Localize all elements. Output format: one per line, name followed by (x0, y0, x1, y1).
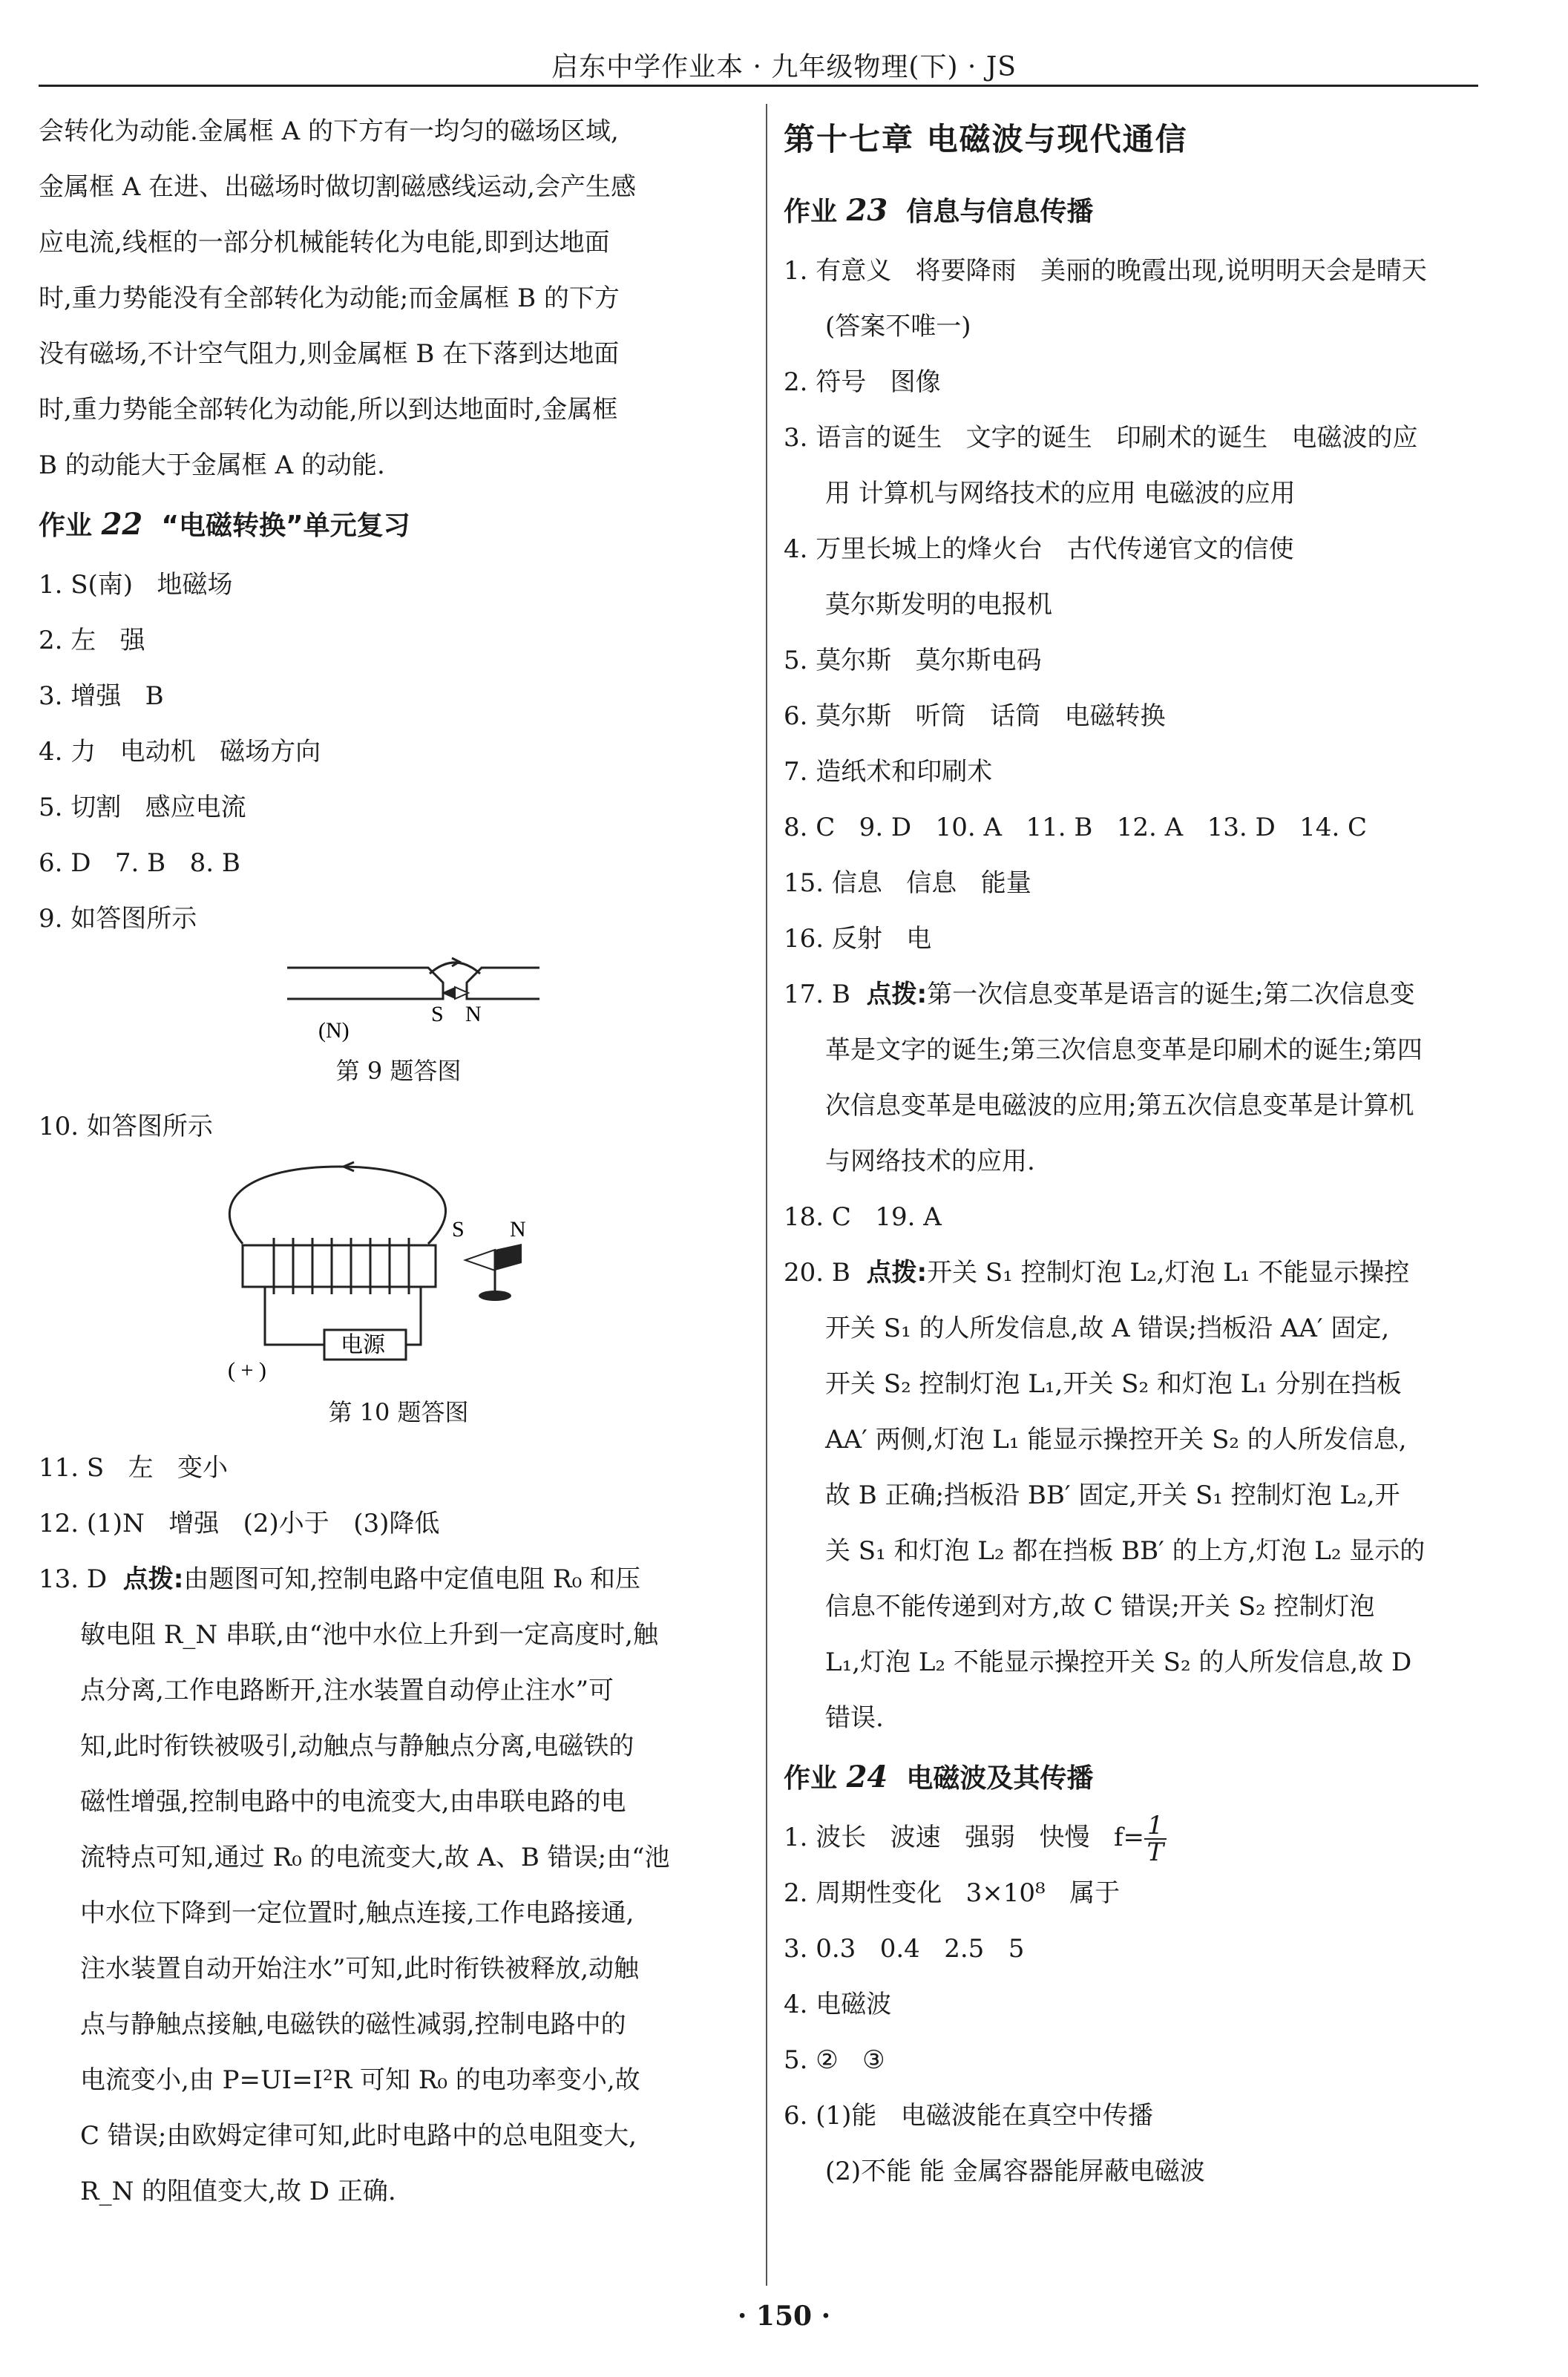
answer-20-line: 开关 S₂ 控制灯泡 L₁,开关 S₂ 和灯泡 L₁ 分别在挡板 (825, 1369, 1402, 1399)
right-column (784, 104, 1526, 2200)
answer-line: (答案不唯一) (825, 312, 971, 341)
page-number: · 150 · (737, 2301, 831, 2332)
answer-line: 4. 力 电动机 磁场方向 (39, 737, 321, 767)
answer-line: 4. 电磁波 (784, 1990, 892, 2019)
fig10-plus-label: ( + ) (228, 1358, 266, 1383)
fraction-denominator: T (1147, 1837, 1164, 1867)
answer-13-line: 知,此时衔铁被吸引,动触点与静触点分离,电磁铁的 (80, 1731, 634, 1761)
chapter-title: 第十七章 电磁波与现代通信 (784, 121, 1188, 157)
answer-20-line: 关 S₁ 和灯泡 L₂ 都在挡板 BB′ 的上方,灯泡 L₂ 显示的 (825, 1536, 1426, 1566)
intro-line: 金属框 A 在进、出磁场时做切割磁感线运动,会产生感 (39, 172, 636, 202)
section-title: 电磁波及其传播 (906, 1763, 1094, 1794)
fig9-s-label: S (431, 1002, 444, 1026)
header-title: 启东中学作业本 · 九年级物理(下) · JS (551, 52, 1017, 82)
answer-line: 用 计算机与网络技术的应用 电磁波的应用 (825, 479, 1296, 508)
answer-17-line: 次信息变革是电磁波的应用;第五次信息变革是计算机 (825, 1091, 1414, 1121)
answer-13-line: C 错误;由欧姆定律可知,此时电路中的总电阻变大, (80, 2121, 637, 2151)
answer-13-line: 电流变小,由 P=UI=I²R 可知 R₀ 的电功率变小,故 (80, 2065, 640, 2095)
answer-13-line: 中水位下降到一定位置时,触点连接,工作电路接通, (80, 1898, 634, 1928)
figure-10-caption: 第 10 题答图 (328, 1398, 469, 1426)
answer-line: 1. 有意义 将要降雨 美丽的晚霞出现,说明明天会是晴天 (784, 256, 1427, 286)
answer-20-line: 开关 S₁ 的人所发信息,故 A 错误;挡板沿 AA′ 固定, (825, 1314, 1390, 1343)
fraction-numerator: 1 (1144, 1813, 1167, 1840)
field-loop (229, 1167, 445, 1244)
frequency-fraction (1144, 1813, 1167, 1865)
answer-line: 4. 万里长城上的烽火台 古代传递官文的信使 (784, 534, 1294, 564)
fig9-n-label: N (465, 1002, 482, 1026)
answer-line: 18. C 19. A (784, 1202, 942, 1232)
answer-13-line: 敏电阻 R_N 串联,由“池中水位上升到一定高度时,触 (80, 1620, 658, 1650)
section-number: 23 (846, 193, 888, 228)
left-magnet-outline (287, 968, 443, 999)
answer-line: 15. 信息 信息 能量 (784, 868, 1031, 898)
section-heading-23 (784, 180, 1526, 243)
intro-line: 会转化为动能.金属框 A 的下方有一均匀的磁场区域, (39, 117, 619, 146)
answer-20-line: 故 B 正确;挡板沿 BB′ 固定,开关 S₁ 控制灯泡 L₂,开 (825, 1481, 1400, 1510)
answer-line: 10. 如答图所示 (39, 1112, 213, 1141)
answer-13-line: 注水装置自动开始注水”可知,此时衔铁被释放,动触 (80, 1954, 639, 1984)
flag-compass-icon (465, 1244, 522, 1301)
answer-17 (784, 967, 1526, 1023)
page-header (0, 0, 1568, 89)
intro-line: 时,重力势能没有全部转化为动能;而金属框 B 的下方 (39, 283, 620, 313)
intro-line: B 的动能大于金属框 A 的动能. (39, 450, 385, 480)
answer-20-num: 20. B (784, 1258, 850, 1288)
figure-9-caption: 第 9 题答图 (335, 1057, 462, 1085)
answer-line: 3. 增强 B (39, 681, 164, 711)
intro-line: 时,重力势能全部转化为动能,所以到达地面时,金属框 (39, 395, 618, 424)
answer-line: 6. D 7. B 8. B (39, 848, 240, 878)
answer-20 (784, 1245, 1526, 1301)
compass-needle-icon (442, 987, 468, 999)
tip-label: 点拨: (866, 1258, 928, 1288)
section-heading-22 (39, 494, 758, 557)
answer-17-num: 17. B (784, 980, 850, 1009)
answer-24-1 (784, 1810, 1526, 1866)
section-label: 作业 (39, 511, 93, 541)
answer-line: 5. 莫尔斯 莫尔斯电码 (784, 646, 1042, 675)
answer-line: 3. 语言的诞生 文字的诞生 印刷术的诞生 电磁波的应 (784, 423, 1418, 453)
answer-line: 2. 左 强 (39, 626, 145, 655)
left-column (39, 104, 758, 2220)
answer-13 (39, 1552, 758, 1607)
fig10-power-label: 电源 (341, 1332, 385, 1358)
answer-13-line: 点与静触点接触,电磁铁的磁性减弱,控制电路中的 (80, 2010, 626, 2039)
answer-line: 7. 造纸术和印刷术 (784, 757, 993, 787)
answer-17-line: 与网络技术的应用. (825, 1147, 1035, 1176)
intro-line: 没有磁场,不计空气阻力,则金属框 B 在下落到达地面 (39, 339, 620, 369)
answer-line: 2. 周期性变化 3×10⁸ 属于 (784, 1878, 1121, 1908)
section-number: 24 (846, 1760, 888, 1794)
answer-17-first: 第一次信息变革是语言的诞生;第二次信息变 (927, 980, 1415, 1009)
answer-20-line: L₁,灯泡 L₂ 不能显示操控开关 S₂ 的人所发信息,故 D (825, 1647, 1412, 1677)
answer-line: 6. 莫尔斯 听筒 话筒 电磁转换 (784, 701, 1166, 731)
section-number: 22 (101, 507, 143, 542)
answer-20-line: AA′ 两侧,灯泡 L₁ 能显示操控开关 S₂ 的人所发信息, (825, 1425, 1407, 1455)
intro-line: 应电流,线框的一部分机械能转化为电能,即到达地面 (39, 228, 610, 258)
answer-20-line: 信息不能传递到对方,故 C 错误;开关 S₂ 控制灯泡 (825, 1592, 1375, 1622)
answer-17-line: 革是文字的诞生;第三次信息变革是印刷术的诞生;第四 (825, 1035, 1423, 1065)
section-label: 作业 (784, 1763, 838, 1794)
section-title: “电磁转换”单元复习 (161, 511, 410, 541)
answer-line: 12. (1)N 增强 (2)小于 (3)降低 (39, 1509, 440, 1538)
answer-13-line: R_N 的阻值变大,故 D 正确. (80, 2177, 396, 2206)
answer-13-first: 由题图可知,控制电路中定值电阻 R₀ 和压 (183, 1564, 641, 1594)
answer-line: 11. S 左 变小 (39, 1453, 229, 1483)
answer-line: 莫尔斯发明的电报机 (825, 590, 1052, 620)
answer-line: 3. 0.3 0.4 2.5 5 (784, 1934, 1025, 1964)
answer-line: 2. 符号 图像 (784, 367, 941, 397)
figure-9 (243, 947, 554, 1043)
answer-20-first: 开关 S₁ 控制灯泡 L₂,灯泡 L₁ 不能显示操控 (927, 1258, 1410, 1288)
answer-13-line: 磁性增强,控制电路中的电流变大,由串联电路的电 (80, 1787, 626, 1817)
tip-label: 点拨: (122, 1564, 184, 1594)
section-label: 作业 (784, 197, 838, 227)
answer-line: 6. (1)能 电磁波能在真空中传播 (784, 2101, 1153, 2131)
header-rule (39, 85, 1478, 87)
solenoid-core (243, 1245, 436, 1287)
figure-10 (191, 1155, 606, 1385)
fig9-left-pole: (N) (318, 1018, 350, 1043)
answer-13-line: 点分离,工作电路断开,注水装置自动停止注水”可 (80, 1676, 614, 1705)
answer-line: 5. 切割 感应电流 (39, 793, 246, 822)
fig10-s-label: S (452, 1217, 465, 1242)
answer-13-num: 13. D (39, 1564, 108, 1594)
answer-line: 5. ② ③ (784, 2045, 885, 2075)
answer-line: (2)不能 能 金属容器能屏蔽电磁波 (825, 2157, 1205, 2186)
answer-24-1-text: 1. 波长 波速 强弱 快慢 f= (784, 1823, 1145, 1852)
section-title: 信息与信息传播 (906, 197, 1094, 227)
answer-line: 9. 如答图所示 (39, 904, 197, 934)
answer-20-line: 错误. (825, 1703, 884, 1733)
answer-line: 16. 反射 电 (784, 924, 932, 954)
answer-13-line: 流特点可知,通过 R₀ 的电流变大,故 A、B 错误;由“池 (80, 1843, 670, 1872)
column-divider (766, 104, 767, 2286)
tip-label: 点拨: (866, 980, 928, 1009)
answer-line: 8. C 9. D 10. A 11. B 12. A 13. D 14. C (784, 813, 1368, 842)
section-heading-24 (784, 1746, 1526, 1810)
fig10-n-label: N (510, 1217, 526, 1242)
answer-line: 1. S(南) 地磁场 (39, 570, 233, 600)
